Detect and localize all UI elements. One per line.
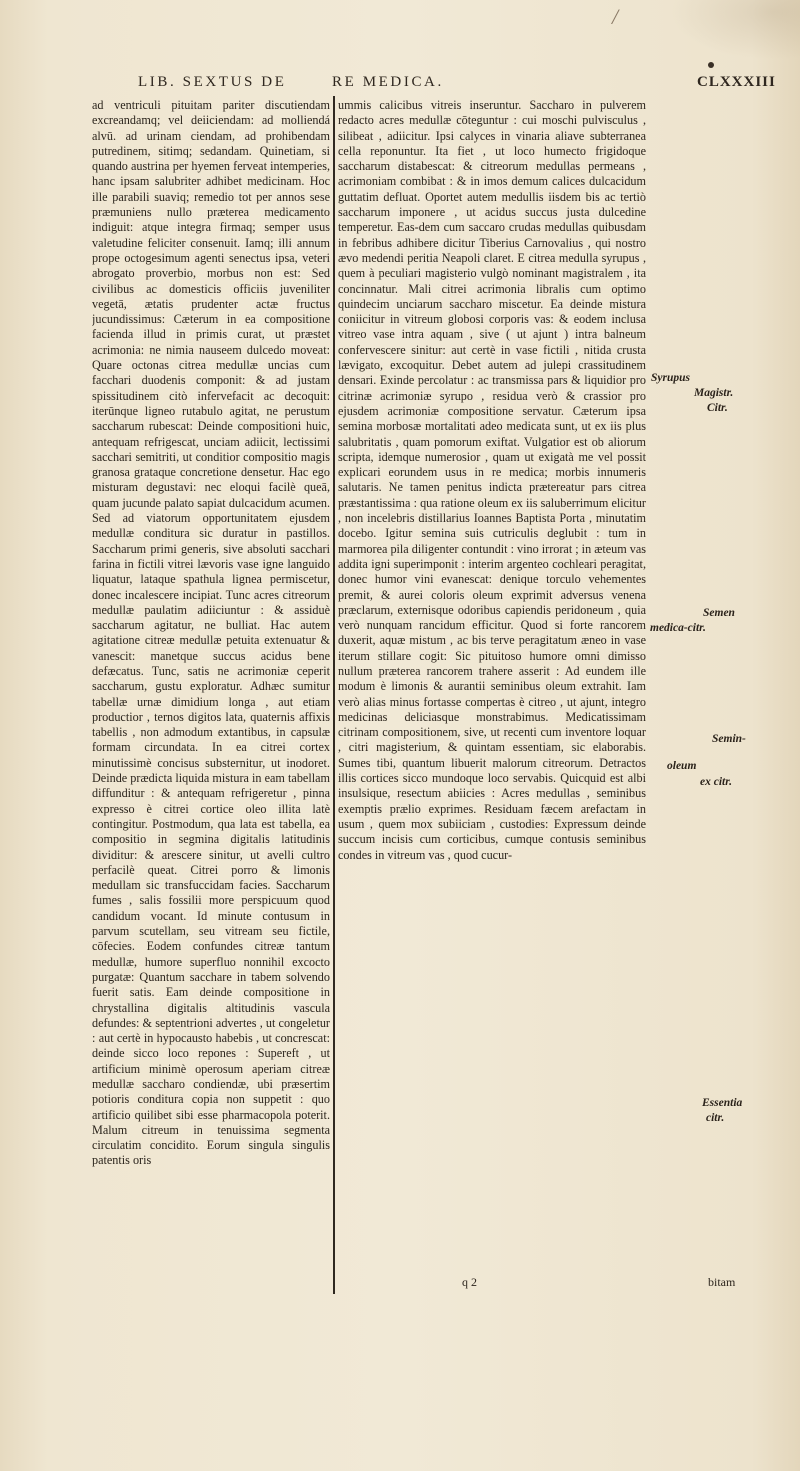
margin-note-semin: Semin-: [712, 733, 746, 745]
margin-note-citr-1: Citr.: [707, 402, 728, 414]
ink-dot: [708, 62, 714, 68]
margin-note-medica-citr: medica-citr.: [650, 622, 706, 634]
signature-mark: q 2: [462, 1275, 477, 1289]
header-left: LIB. SEXTUS DE: [138, 74, 287, 90]
header-right: RE MEDICA.: [332, 74, 444, 90]
margin-note-syrupus: Syrupus: [651, 372, 690, 384]
running-header: [0, 74, 800, 94]
margin-note-oleum: oleum: [667, 760, 697, 772]
pencil-mark: /: [612, 4, 619, 29]
margin-note-ex-citr: ex citr.: [700, 776, 732, 788]
left-column-text: ad ventriculi pituitam pariter discutiendam excreandamq; vel deiiciendam: ad molliendá alvū. ad urinam ciendam, ad prohibendam putredinem, sitimq; sedandam. Quinetiam, si quando austrina per hyemen ferveat intemperies, hanc ipsam salubriter adhibet medicinam. Hoc ille parabili suaviq; remedio tot per annos sese præmuniens nullo præterea medicamento indiguit: atque integra firmaq; semper usus valetudine feliciter consenuit. Iamq; illi annum prope octogesimum agenti senectus ipsa, veteri abrogato proverbio, morbus non est: Sed civilibus ac domesticis officiis juveniliter vegetā, ætatis prudenter actæ fructus jucundissimus: Cæterum in ea compositione facienda illud in primis curat, ut præstet acrimonia: ne nimia nauseem dulcedo moveat: Quare octonas citrea medullæ uncias cum facchari duodenis componit: & ad justam spissitudinem citò infervefacit ac decoquit: iterūnque ligneo rutabulo agitat, ne perustum saccharum rubescat: Deinde compositioni huic, antequam refrigescat, unciam adiicit, lectissimi sacchari semitriti, ut conditior compositio magis granosa grataque concretione densetur. Hac ego misturam degustavi: nec eloqui facilè queā, quam jucunde palato sapiat dulcacidum acumen. Sed ad viatorum opportunitatem ejusdem medullæ conditura sic duratur in pastillos. Saccharum primi generis, sive absoluti sacchari farina in fictili vitrei lævoris vase igne languido liquatur, lataque spathula lignea permiscetur, donec incalescere incipiat. Tunc acres citreorum medullæ paulatim adiiciuntur : & assiduè saccharum agitatur, ne bulliat. Hac autem agitatione citreæ medullæ petuita extenuatur & vanescit: manetque succus acidus bene defæcatus. Tunc, satis ne acrimoniæ ceperit saccharum, gustu exploratur. Adhæc sumitur tabellæ urnæ dimidium longa , aut etiam productior , ternos digitos lata, quaternis affixis tabellis , non admodum extantibus, in capsulæ formam circundata. In ea citrei cortex minutissimè concisus substernitur, ut inodoret. Deinde prædicta liquida mistura in eam tabellam diffunditur : & antequam refrigeretur , pinna expresso è citrei cortice oleo illita latè contingitur. Postmodum, qua lata est tabella, ea compositio in segmina digitalis latitudinis dividitur: & arescere sinitur, ut avelli cultro perfacilè queat. Citrei porro & limonis medullam sic transfuccidam facies. Saccharum fumes , salis fossilii more perspicuum quod candidum vocant. Id minute contusum in parvum scutellam, seu vitream seu fictile, cōfecies. Eodem confundes citreæ tantum medullæ, humore superfluo nonnihil excocto purgatæ: Quantum sacchare in tabem solvendo fuerit satis. Eam deinde compositione in chrystallina digitalis altitudinis vascula defundes: & septentrioni advertes , ut congeletur : aut certè in hypocausto habebis , ut concrescat: deinde sicco loco repones : Supereft , ut artificium minimè operosum aperiam citreæ medullæ saccharo condiendæ, ubi præsertim potioris conditura copia non suppetit : quo artificio quilibet sibi esse pharmacopola poterit. Malum citreum in tenuissima segmenta circulatim concidito. Eorum singula singulis patentis oris: [92, 98, 330, 1168]
right-column: [338, 98, 646, 1308]
column-rule: [333, 96, 335, 1294]
left-column: [92, 98, 330, 1308]
margin-note-magistr: Magistr.: [694, 387, 734, 399]
margin-note-citr-2: citr.: [706, 1112, 725, 1124]
paper-stain: [670, 0, 800, 60]
margin-note-essentia: Essentia: [702, 1097, 743, 1109]
margin-note-semen: Semen: [703, 607, 735, 619]
folio-number: CLXXXIII: [697, 74, 776, 90]
right-column-text: ummis calicibus vitreis inseruntur. Saccharo in pulverem redacto acres medullæ cōteguntur : cui moschi pulvisculus , silibeat , adiicitur. Ipsi calyces in vinaria aliave subterranea cella reponuntur. Ita fiet , ut loco humecto frigidoque saccharum distabescat: & citreorum medullas permeans , acrimoniam combibat : & in imos demum calices dulcacidum guttatim defluat. Oportet autem medullis iisdem bis ac tertiò saccharum imponere , ut acidus succus justa dulcedine temperetur. Eas-dem cum saccaro crudas medullas quibusdam in febribus adhibere dicitur Tiberius Carnovalius , qui nostro ævo medendi peritia Neapoli claret. E citrea medulla syrupus , quem à peculiari magisterio vulgò nominant magistralem , ita concinnatur. Mali citrei acrimonia libralis cum optimo quindecim unciarum saccharo miscetur. Ea deinde mistura coniicitur in vitreum globosi corporis vas: & eodem inclusa vitreo vase intra aquam , sive ( ut ajunt ) intra balneum confervescere sinitur: aut certè in vase fictili , nitida crusta lævigato, excoquitur. Debet autem ad julepi crassitudinem densari. Exinde percolatur : ac transmissa pars & liquidior pro citrinæ acrimoniæ syrupo , residua verò & crassior pro ejusdem acrimoniæ compositione servatur. Cæterum ipsa semina morbosæ mortalitati adeo medicata sunt, ut ex iis plus salubritatis , quam pomorum exiftat. Vulgatior est ob aliorum scripta, idemque numerosior , quam ut exigatà me vel possit explicari eorundem usus in re medica; morbis innumeris salutaris. Ne tamen penitus indicta prætereatur pars citrea præstantissima : qua ratione oleum ex iis saluberrimum elicitur , non incelebris distillarius Ioannes Baptista Porta , minutatim docebo. Igitur semina suis cutriculis deglubit : tum in marmorea pila diligenter contundit : vino irrorat ; in æteum vas addita igni superimponit : interim argenteo cochleari peragitat, donec humor vini evanescat: denique torculo vehementes premit, & aurei coloris oleum exprimit adversus venena præclarum, externisque odoribus capiendis peridoneum , quia verò nunquam rancidum efficitur. Quod si forte rancorem duxerit, aquæ mistum , ac bis terve peragitatum æneo in vase iterum stillare cogit: Sic pituitoso humore omni dimisso nullum præterea rancorem trahere asserit : Ad eundem ille modum è limonis & aurantii seminibus oleum extrahit. Iam verò alias minus fortasse compertas è citreo , ut ajunt, integro medicinas deliciasque monstrabimus. Medicatissimam citrinam compositionem, sive, ut recenti cum inventore loquar , citri magisterium, & quintam essentiam, sic elaborabis. Sumes tibi, quantum libuerit malorum citreorum. Detractos illis cortices sicco mundoque loco servabis. Quicquid est albi insulsique, resectum abiicies : Acres medullas , seminibus exemptis prælio exprimes. Residuam fæcem arefactam in usum , quem mox subiiciam , custodies: Expressum deinde succum incisis cum corticibus, cumque contusis seminibus condes in vitreum vas , quod cucur-: [338, 98, 646, 862]
catchword: bitam: [708, 1275, 736, 1289]
